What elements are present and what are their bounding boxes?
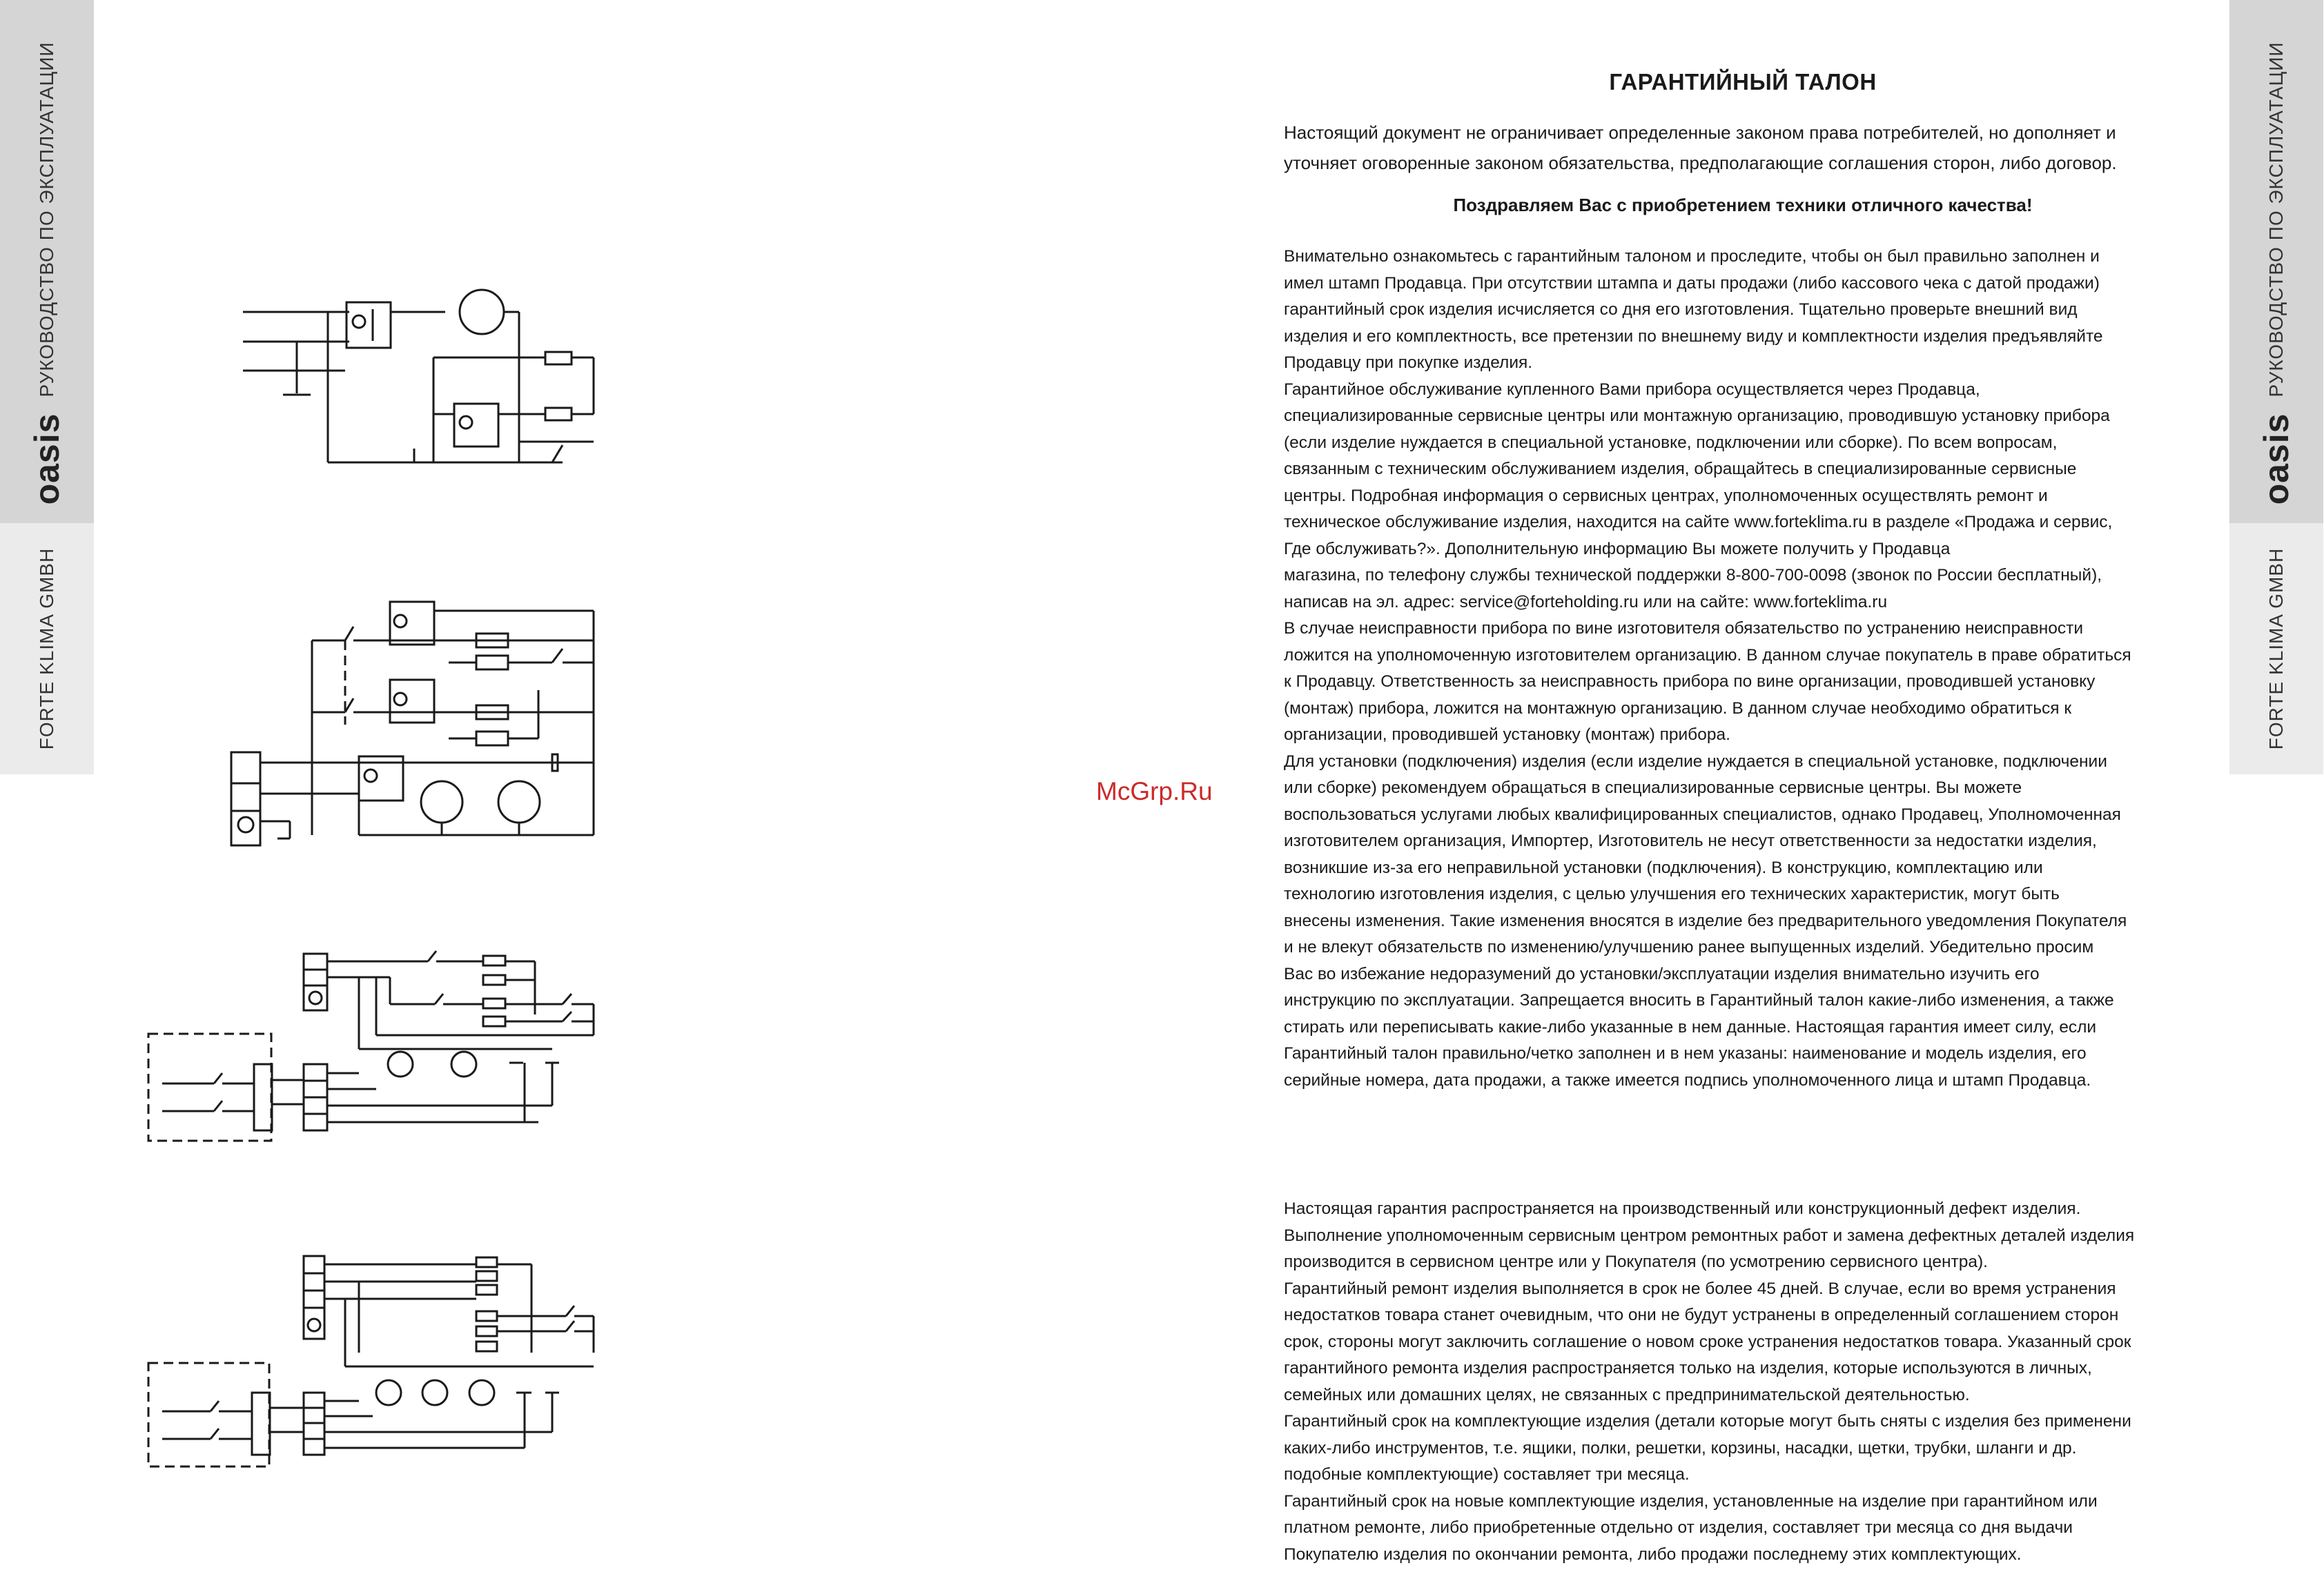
motor-icon — [376, 1380, 401, 1405]
wiring-diagram-2 — [231, 602, 594, 845]
congratulations-text: Поздравляем Вас с приобретением техники отличного качества! — [1453, 195, 2033, 215]
lamp-icon — [364, 769, 377, 782]
intro-paragraph: Настоящий документ не ограничивает определенные законом права потребителей, но дополняет и уточняет оговоренные законом обязательства, предполагающие соглашения сторон, либо договор. — [1284, 122, 2117, 173]
page-title: ГАРАНТИЙНЫЙ ТАЛОН — [1609, 69, 1877, 95]
motor-icon — [422, 1380, 447, 1405]
relay-icon — [390, 680, 434, 723]
motor-icon — [451, 1052, 476, 1077]
company-label: FORTE KLIMA GMBH — [2265, 547, 2287, 750]
motor-icon — [388, 1052, 413, 1077]
wiring-diagram-3 — [148, 951, 594, 1141]
lamp-icon — [394, 693, 407, 705]
motor-icon — [460, 290, 504, 334]
terminal-block-icon — [254, 1064, 272, 1130]
brand-logo: oasis — [2257, 413, 2296, 505]
right-sidebar — [2229, 0, 2323, 774]
fuse-icon — [476, 1342, 497, 1351]
fuse-icon — [476, 656, 508, 669]
fuse-icon — [476, 1271, 497, 1281]
wiring-diagram-4 — [148, 1256, 594, 1467]
ground-icon — [238, 817, 253, 832]
brand-logo: oasis — [28, 413, 66, 505]
fuse-icon — [483, 999, 505, 1008]
terminal-block-icon — [252, 1393, 270, 1455]
warranty-coverage-body: Настоящая гарантия распространяется на производственный или конструкционный дефект изделия. Выполнение уполномоченным сервисным центром ремонтных работ и замена дефектных деталей изделия производится в сервисном центре или у Покупателя (по усмотрению сервисного центра). Гарантийный ремонт изделия выполняется в срок не более 45 дней. В случае, если во время устранения недостатков товара станет очевидным, что они не будут устранены в определенный соглашением сторон срок, стороны могут заключить соглашение о новом сроке устранения недостатков товара. Указанный срок гарантийного ремонта изделия распространяется только на изделия, которые используются в личных, семейных или домашних целях, не связанных с предпринимательской деятельностью. Гарантийный срок на комплектующие изделия (детали которые могут быть сняты с изделия без применени каких-либо инструментов, т.е. ящики, полки, решетки, корзины, насадки, щетки, трубки, шланги и др. подобные комплектующие) составляет три месяца. Гарантийный срок на новые комплектующие изделия, установленные на изделие при гарантийном или платном ремонте, либо приобретенные отдельно от изделия, составляет три месяца со дня выдачи Покупателю изделия по окончании ремонта, либо продажи последнему этих комплектующих. — [1284, 1199, 2135, 1564]
fuse-icon — [545, 408, 572, 420]
remote-unit-box — [148, 1034, 271, 1141]
ground-icon — [308, 1319, 320, 1331]
motor-icon — [421, 781, 462, 823]
terminal-block-icon — [304, 1256, 324, 1339]
manual-label: РУКОВОДСТВО ПО ЭКСПЛУАТАЦИИ — [2265, 41, 2287, 398]
warranty-document — [1284, 69, 2174, 1094]
lamp-icon — [353, 315, 365, 328]
ground-icon — [309, 992, 322, 1004]
relay-icon — [390, 602, 434, 645]
warranty-terms-body: Внимательно ознакомьтесь с гарантийным талоном и проследите, чтобы он был правильно заполнен и имел штамп Продавца. При отсутствии штампа и даты продажи (либо кассового чека с датой продажи) гарантийный срок изделия исчисляется со дня его изготовления. Тщательно проверьте внешний вид изделия и его комплектность, все претензии по внешнему виду и комплектности изделия предъявляйте Продавцу при покупке изделия. Гарантийное обслуживание купленного Вами прибора осуществляется через Продавца, специализированные сервисные центры или монтажную организацию, проводившую установку прибора (если изделие нуждается в специальной установке, подключении или сборке). По всем вопросам, связанным с техническим обслуживанием изделия, обращайтесь в специализированные сервисные центры. Подробная информация о сервисных центрах, уполномоченных осуществлять ремонт и техническое обслуживание изделия, находится на сайте www.forteklima.ru в разделе «Продажа и сервис, Где обслуживать?». Дополнительную информацию Вы можете получить у Продавца магазина, по телефону службы технической поддержки 8-800-700-0098 (звонок по России бесплатный), написав на эл. адрес: service@forteholding.ru или на сайте: www.forteklima.ru В случае неисправности прибора по вине изготовителя обязательство по устранению неисправности ложится на уполномоченную изготовителем организацию. В данном случае покупатель в праве обратиться к Продавцу. Ответственность за неисправность прибора по вине организации, проводившей установку (монтаж) прибора, ложится на монтажную организацию. В данном случае необходимо обратиться к организации, проводившей установку (монтаж) прибора. Для установки (подключения) изделия (если изделие нуждается в специальной установке, подключении или сборке) рекомендуем обращаться в специализированные сервисные центры. Вы можете воспользоваться услугами любых квалифицированных специалистов, однако Продавец, Уполномоченная изготовителем организация, Импортер, Изготовитель не несут ответственности за недостатки изделия, возникшие из-за его неправильной установки (подключения). В конструкцию, комплектацию или технологию изготовления изделия, с целью улучшения его технических характеристик, могут быть внесены изменения. Такие изменения вносятся в изделие без предварительного уведомления Покупателя и не влекут обязательств по изменению/улучшению ранее выпущенных изделий. Убедительно просим Вас во избежание недоразумений до установки/эксплуатации изделия внимательно изучить его инструкцию по эксплуатации. Запрещается вносить в Гарантийный талон какие-либо изменения, а также стирать или переписывать какие-либо указанные в нем данные. Настоящая гарантия имеет силу, если Гарантийный талон правильно/четко заполнен и в нем указаны: наименование и модель изделия, его серийные номера, дата продажи, а также имеется подпись уполномоченного лица и штамп Продавца. — [1284, 247, 2131, 1090]
wiring-diagram-1 — [243, 290, 594, 462]
manual-label: РУКОВОДСТВО ПО ЭКСПЛУАТАЦИИ — [36, 41, 57, 398]
fuse-icon — [476, 732, 508, 745]
motor-icon — [498, 781, 540, 823]
fuse-icon — [476, 1326, 497, 1336]
fuse-icon — [545, 352, 572, 364]
watermark: McGrp.Ru — [1096, 777, 1213, 805]
fuse-icon — [476, 1311, 497, 1321]
fuse-icon — [483, 1017, 505, 1026]
motor-icon — [469, 1380, 494, 1405]
terminal-block-icon — [304, 954, 327, 1010]
fuse-icon — [476, 1257, 497, 1267]
lamp-icon — [394, 615, 407, 627]
lamp-icon — [460, 416, 472, 429]
fuse-icon — [483, 975, 505, 985]
fuse-icon — [483, 956, 505, 965]
company-label: FORTE KLIMA GMBH — [36, 547, 57, 750]
fuse-icon — [476, 1285, 497, 1295]
